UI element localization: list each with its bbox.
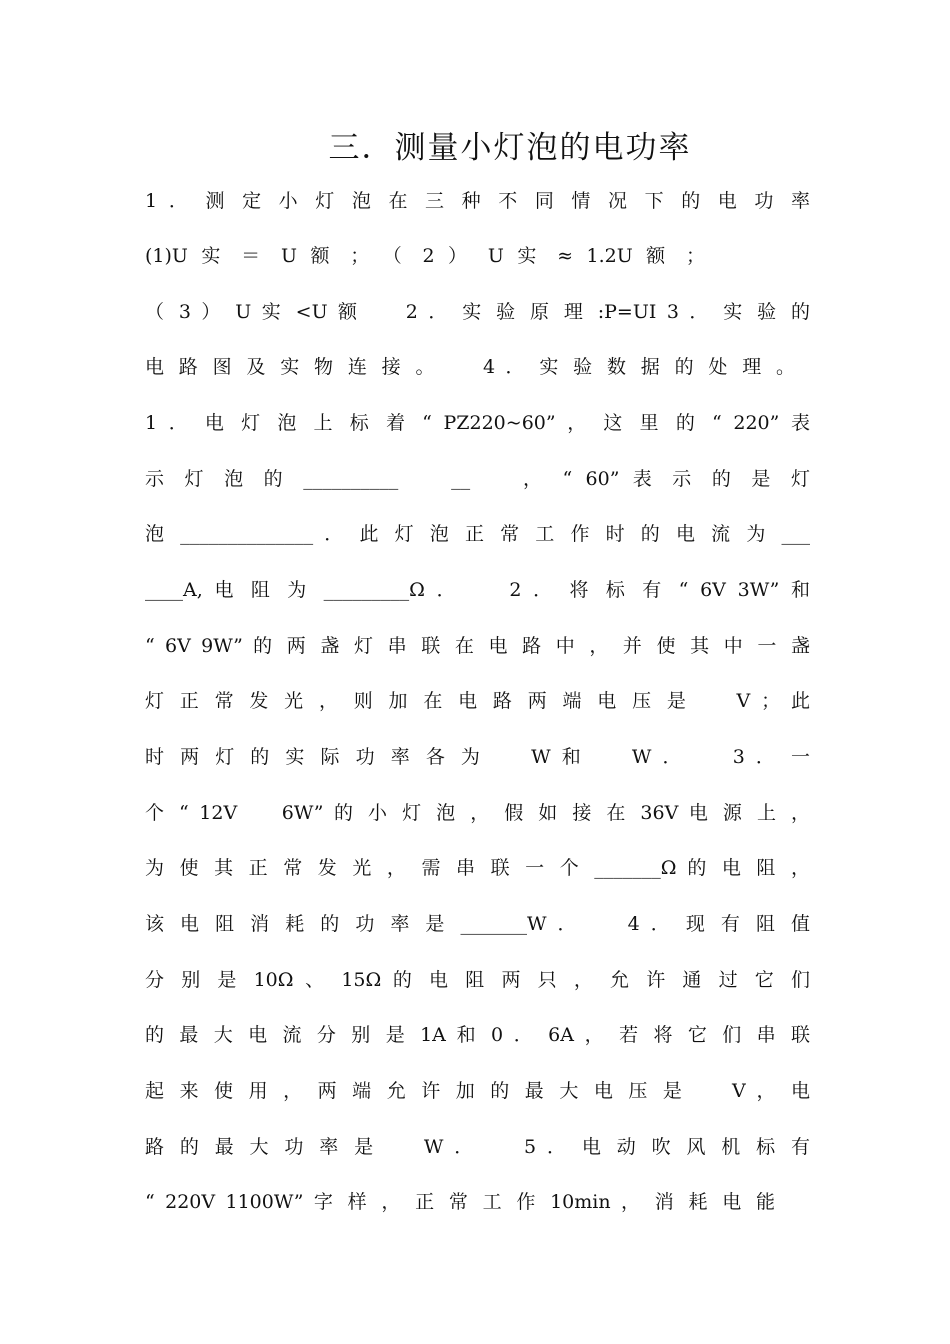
- text-line-16: 的 最 大 电 流 分 别 是 1A 和 0 ． 6A ， 若 将 它 们 串 联: [145, 1024, 810, 1046]
- text-line-13: 为 使 其 正 常 发 光 ， 需 串 联 一 个 _______Ω 的 电 阻 ，: [145, 857, 810, 879]
- text-line-7: 泡 ______________ ． 此 灯 泡 正 常 工 作 时 的 电 流 为 ___: [145, 523, 810, 545]
- text-line-4: 电 路 图 及 实 物 连 接 。 4 ． 实 验 数 据 的 处 理 。: [145, 356, 795, 378]
- text-line-18: 路 的 最 大 功 率 是 W ． 5 ． 电 动 吹 风 机 标 有: [145, 1136, 810, 1158]
- page-title: 三．测量小灯泡的电功率: [328, 130, 692, 166]
- text-line-6: 示 灯 泡 的 __________ __ ， “ 60” 表 示 的 是 灯: [145, 468, 810, 490]
- text-line-3: （ 3 ） U 实 <U 额 2 ． 实 验 原 理 :P=UI 3 ． 实 验 的: [145, 301, 810, 323]
- text-line-15: 分 别 是 10Ω 、 15Ω 的 电 阻 两 只 ， 允 许 通 过 它 们: [145, 969, 810, 991]
- text-line-19: “ 220V 1100W” 字 样 ， 正 常 工 作 10min ， 消 耗 电 能: [145, 1191, 775, 1213]
- text-line-11: 时 两 灯 的 实 际 功 率 各 为 W 和 W ． 3 ． 一: [145, 746, 810, 768]
- text-line-12: 个 “ 12V 6W” 的 小 灯 泡 ， 假 如 接 在 36V 电 源 上 ，: [145, 802, 810, 824]
- text-line-10: 灯 正 常 发 光 ， 则 加 在 电 路 两 端 电 压 是 V ； 此: [145, 690, 810, 712]
- text-line-9: “ 6V 9W” 的 两 盏 灯 串 联 在 电 路 中 ， 并 使 其 中 一 盏: [145, 635, 810, 657]
- text-line-17: 起 来 使 用 ， 两 端 允 许 加 的 最 大 电 压 是 V ， 电: [145, 1080, 810, 1102]
- text-line-14: 该 电 阻 消 耗 的 功 率 是 _______W ． 4 ． 现 有 阻 值: [145, 913, 810, 935]
- text-line-8: ____A, 电 阻 为 _________Ω ． 2 ． 将 标 有 “ 6V 3W” 和: [145, 579, 810, 601]
- text-line-5: 1 ． 电 灯 泡 上 标 着 “ PZ220~60” ， 这 里 的 “ 220” 表: [145, 412, 810, 434]
- text-line-1: 1 ． 测 定 小 灯 泡 在 三 种 不 同 情 况 下 的 电 功 率: [145, 190, 810, 212]
- text-line-2: (1)U 实 ＝ U 额 ； （ 2 ） U 实 ≈ 1.2U 额 ；: [145, 245, 705, 267]
